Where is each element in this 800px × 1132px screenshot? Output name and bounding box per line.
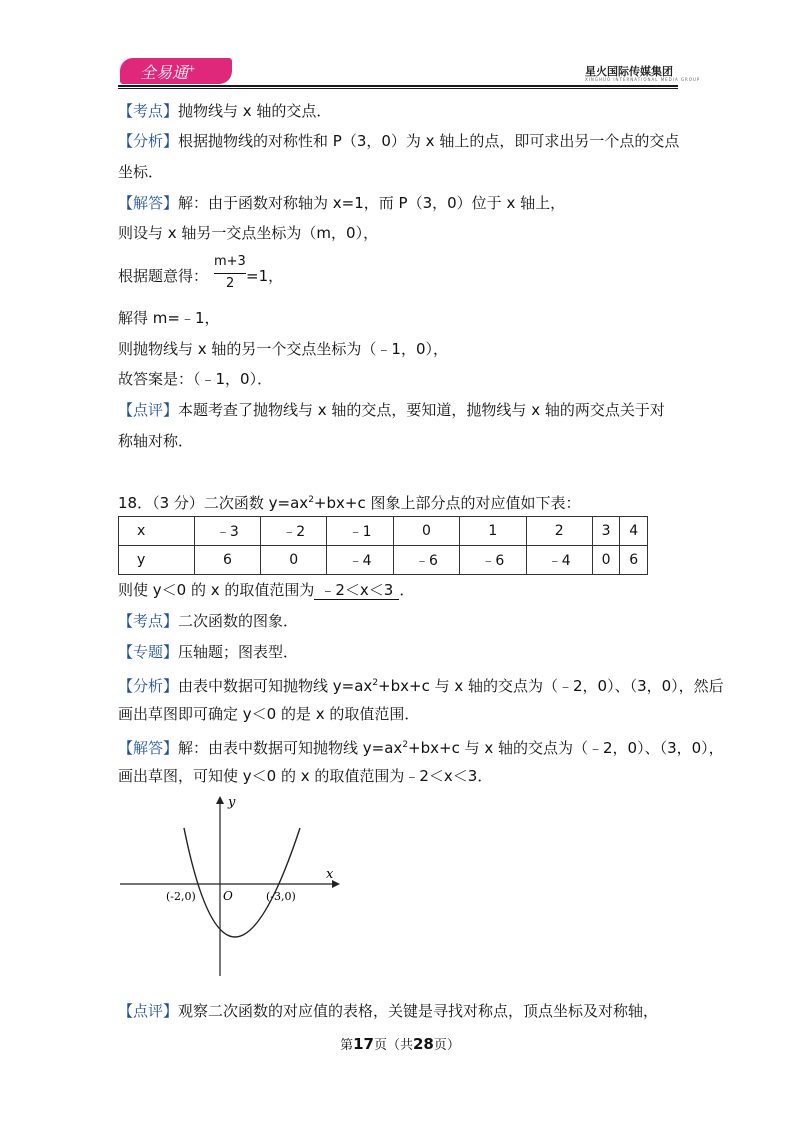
q18-jieda-line2: 画出草图，可知使 y＜0 的 x 的取值范围为﹣2＜x＜3． [118, 767, 493, 785]
q18-fenxi-line1: 【分析】由表中数据可知抛物线 $y=ax^2+bx+c$ 与 x 轴的交点为（﹣2，0）、（3，0），然后 [118, 677, 724, 695]
table-cell: 0 [261, 546, 327, 575]
kaodian-tag: 【考点】 [118, 102, 179, 120]
table-cell: ﹣3 [194, 517, 260, 546]
q18-kaodian: 【考点】二次函数的图象． [118, 612, 299, 630]
fenxi-tag: 【分析】 [118, 677, 179, 695]
p17-jieda-line2: 则设与 x 轴另一交点坐标为（m，0）， [118, 224, 379, 242]
table-cell: 6 [620, 546, 648, 575]
fraction-bar [214, 273, 246, 274]
dianping-tag: 【点评】 [118, 401, 179, 419]
q18-fenxi-line2: 画出草图即可确定 y＜0 的是 x 的取值范围． [118, 705, 420, 723]
x-axis-label: x [326, 867, 334, 882]
p17-kaodian: 【考点】抛物线与 x 轴的交点． [118, 102, 332, 120]
table-cell: ﹣6 [460, 546, 526, 575]
p17-fenxi-line2: 坐标． [118, 163, 164, 181]
table-cell: ﹣1 [327, 517, 393, 546]
p17-jieda-line1: 【解答】解：由于函数对称轴为 x=1，而 P（3，0）位于 x 轴上， [118, 194, 566, 212]
fraction-denominator: 2 [226, 276, 235, 291]
jieda-tag: 【解答】 [118, 194, 179, 212]
fraction-numerator: m+3 [214, 254, 246, 269]
origin-label: O [223, 889, 233, 903]
p17-jieda-line4: 解得 m=﹣1， [118, 309, 220, 327]
p17-jieda-line3: 根据题意得： =1， [118, 267, 284, 285]
zhuanti-tag: 【专题】 [118, 643, 179, 661]
table-cell: x [119, 517, 195, 546]
dianping-tag: 【点评】 [118, 1002, 179, 1020]
answer-blank: ﹣2＜x＜3 [314, 581, 399, 600]
p17-dianping-line2: 称轴对称． [118, 432, 194, 450]
table-row-y [119, 546, 648, 575]
parabola-sketch [110, 788, 350, 988]
q18-dianping: 【点评】观察二次函数的对应值的表格，关键是寻找对称点，顶点坐标及对称轴， [118, 1002, 659, 1020]
table-cell: 2 [526, 517, 592, 546]
value-table [118, 516, 648, 575]
p17-fenxi-line1: 【分析】根据抛物线的对称性和 P（3，0）为 x 轴上的点，即可求出另一个点的交点 [118, 132, 680, 150]
parabola-curve [184, 828, 300, 937]
fenxi-tag: 【分析】 [118, 132, 179, 150]
table-cell: 4 [620, 517, 648, 546]
table-cell: 3 [592, 517, 620, 546]
table-cell: 6 [194, 546, 260, 575]
brand-name: 星火国际传媒集团 [585, 65, 673, 78]
table-cell: y [119, 546, 195, 575]
brand-subtitle: XINGHUO INTERNATIONAL MEDIA GROUP [585, 77, 701, 82]
header-rule [118, 85, 678, 87]
q18-title: 18．（3 分）二次函数 $y=ax^2+bx+c$ 图象上部分点的对应值如下表： [118, 494, 581, 512]
right-root-label: (-3,0) [266, 890, 296, 903]
table-cell: 0 [592, 546, 620, 575]
y-axis-arrow [216, 796, 224, 804]
q18-jieda-line1: 【解答】解：由表中数据可知抛物线 $y=ax^2+bx+c$ 与 x 轴的交点为（﹣2，0）、（3，0）， [118, 739, 724, 757]
p17-dianping-line1: 【点评】本题考查了抛物线与 x 轴的交点，要知道，抛物线与 x 轴的两交点关于对 [118, 401, 665, 419]
p17-jieda-line6: 故答案是：（﹣1，0）． [118, 370, 273, 388]
table-cell: 1 [460, 517, 526, 546]
q18-zhuanti: 【专题】压轴题；图表型． [118, 643, 299, 661]
p17-jieda-line5: 则抛物线与 x 轴的另一个交点坐标为（﹣1，0）， [118, 340, 449, 358]
page-number: 第17页（共28页） [340, 1035, 460, 1053]
kaodian-tag: 【考点】 [118, 612, 179, 630]
table-cell: ﹣2 [261, 517, 327, 546]
jieda-tag: 【解答】 [118, 739, 179, 757]
table-cell: ﹣4 [526, 546, 592, 575]
header-rule-thin [118, 88, 678, 89]
logo: 全易通+ [140, 63, 196, 82]
table-row-x [119, 517, 648, 546]
left-root-label: (-2,0) [166, 890, 196, 903]
table-cell: 0 [393, 517, 459, 546]
table-cell: ﹣6 [393, 546, 459, 575]
table-cell: ﹣4 [327, 546, 393, 575]
y-axis-label: y [228, 795, 236, 810]
q18-question: 则使 y＜0 的 x 的取值范围为 ﹣2＜x＜3 ． [118, 581, 415, 599]
